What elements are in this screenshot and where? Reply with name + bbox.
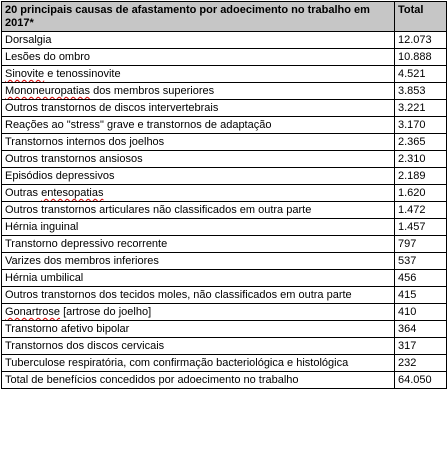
table-row — [2, 253, 447, 270]
total-cell: 4.521 — [395, 66, 447, 83]
header-total: Total — [395, 2, 447, 32]
spellcheck-word: entesopatias — [41, 187, 104, 199]
table-body — [2, 32, 447, 389]
table-row — [2, 287, 447, 304]
table-row — [2, 236, 447, 253]
cause-cell: Episódios depressivos — [2, 168, 395, 185]
total-cell: 10.888 — [395, 49, 447, 66]
table-row — [2, 151, 447, 168]
cause-cell: Tuberculose respiratória, com confirmação bacteriológica e histológica — [2, 355, 395, 372]
total-cell: 2.310 — [395, 151, 447, 168]
total-cell: 456 — [395, 270, 447, 287]
total-cell: 364 — [395, 321, 447, 338]
table-row — [2, 219, 447, 236]
table-total-row — [2, 372, 447, 389]
cause-cell: Transtorno afetivo bipolar — [2, 321, 395, 338]
table-row — [2, 202, 447, 219]
total-label-cell: Total de benefícios concedidos por adoecimento no trabalho — [2, 372, 395, 389]
cause-text: e tenossinovite — [44, 68, 121, 80]
table-header-row — [2, 2, 447, 32]
table-row — [2, 168, 447, 185]
total-cell: 232 — [395, 355, 447, 372]
cause-cell: Varizes dos membros inferiores — [2, 253, 395, 270]
table-row — [2, 304, 447, 321]
total-cell: 1.472 — [395, 202, 447, 219]
cause-cell: Hérnia umbilical — [2, 270, 395, 287]
table-row — [2, 100, 447, 117]
total-cell: 410 — [395, 304, 447, 321]
table-row — [2, 117, 447, 134]
cause-cell: Outros transtornos ansiosos — [2, 151, 395, 168]
table-row — [2, 32, 447, 49]
spellcheck-word: Mononeuropatias — [5, 85, 91, 97]
cause-cell: Dorsalgia — [2, 32, 395, 49]
cause-cell: Reações ao "stress" grave e transtornos de adaptação — [2, 117, 395, 134]
spellcheck-word: Gonartrose — [5, 306, 61, 318]
total-cell: 415 — [395, 287, 447, 304]
cause-cell: Outros transtornos dos tecidos moles, não classificados em outra parte — [2, 287, 395, 304]
cause-cell: Lesões do ombro — [2, 49, 395, 66]
total-cell: 3.853 — [395, 83, 447, 100]
cause-cell — [2, 185, 395, 202]
total-cell: 2.365 — [395, 134, 447, 151]
cause-cell — [2, 304, 395, 321]
header-cause: 20 principais causas de afastamento por adoecimento no trabalho em 2017* — [2, 2, 395, 32]
cause-cell: Outros transtornos de discos intervertebrais — [2, 100, 395, 117]
spellcheck-word: Sinovite — [5, 68, 45, 80]
table-row — [2, 270, 447, 287]
table-row — [2, 83, 447, 100]
total-cell: 1.620 — [395, 185, 447, 202]
cause-text: dos membros superiores — [90, 85, 215, 97]
cause-cell: Transtornos internos dos joelhos — [2, 134, 395, 151]
total-cell: 797 — [395, 236, 447, 253]
cause-cell: Outros transtornos articulares não classificados em outra parte — [2, 202, 395, 219]
table-row — [2, 49, 447, 66]
total-cell: 1.457 — [395, 219, 447, 236]
cause-text: Outras — [5, 187, 42, 199]
table-row — [2, 66, 447, 83]
table-row — [2, 321, 447, 338]
total-cell: 3.170 — [395, 117, 447, 134]
total-cell: 2.189 — [395, 168, 447, 185]
total-cell: 3.221 — [395, 100, 447, 117]
total-cell: 12.073 — [395, 32, 447, 49]
cause-text: [artrose do joelho] — [60, 306, 152, 318]
table-row — [2, 185, 447, 202]
table-row — [2, 134, 447, 151]
cause-cell: Transtorno depressivo recorrente — [2, 236, 395, 253]
grand-total-cell: 64.050 — [395, 372, 447, 389]
causes-table — [1, 1, 447, 389]
total-cell: 537 — [395, 253, 447, 270]
total-cell: 317 — [395, 338, 447, 355]
cause-cell — [2, 83, 395, 100]
table-row — [2, 338, 447, 355]
table-row — [2, 355, 447, 372]
cause-cell — [2, 66, 395, 83]
cause-cell: Hérnia inguinal — [2, 219, 395, 236]
cause-cell: Transtornos dos discos cervicais — [2, 338, 395, 355]
